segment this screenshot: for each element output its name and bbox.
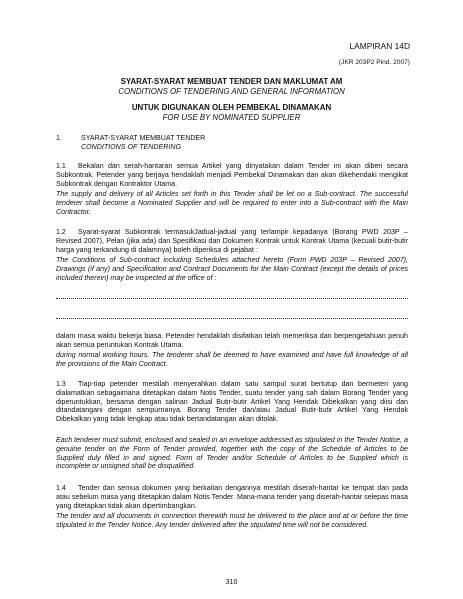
section-number: 1. (56, 134, 62, 142)
para-1-3-malay (56, 380, 408, 424)
para-text: The Conditions of Sub-contract including Schedules attached hereto (Form PWD 203P – Revised 2007), Drawings (if any) and Specification and Contract Documents for the Main Contract (except the details of prices included therein) may be inspected at the office of : (56, 256, 408, 282)
para-1-4-malay (56, 484, 408, 510)
para-1-3-english (56, 436, 408, 471)
para-text: Bekalan dan serah-hantaran semua Artikel yang dinyatakan dalam Tender ini akan diberi secara Subkontrak. Petender yang berjaya hendaklah menjadi Pembekal Dinamakan dan akan dikehendaki mengikat Subkontrak dengan Kontraktor Utama. (56, 162, 408, 188)
subtitle-english: FOR USE BY NOMINATED SUPPLIER (162, 113, 301, 122)
office-address-line-1 (56, 298, 408, 299)
para-text: Tiap-tiap petender mestilah menyerahkan dalam satu sampul surat bertutup dan bermeteri yang dialamatkan sebagaimana ditetapkan dalam Notis Tender, suatu tender yang sah dalam Borang Tender yang diperuntukkan, bersama dengan salinan Jadual Butir-butir Artikel Yang Hendak Dibekalkan yang diisi dan ditandatangani dengan sempurnanya. Borang Tender dan/atau Jadual Butir-butir Artikel Yang Hendak Dibekalkan yang tidak lengkap atau tidak bertandatangan akan ditolak. (56, 380, 408, 424)
subtitle-malay: UNTUK DIGUNAKAN OLEH PEMBEKAL DINAMAKAN (131, 103, 332, 112)
para-text: The supply and delivery of all Articles set forth in this Tender shall be let on a Sub-contract. The successful tenderer shall become a Nominated Supplier and will be required to enter into a Sub-contract with the Main Contractor. (56, 190, 408, 216)
para-text: Tender dan semua dokumen yang berkaitan dengannya mestilah diserah-hantar ke tempat dan pada atau sebelum masa yang ditetapkan dalam Notis Tender. Mana-mana tender yang diserah-hantar selepas masa yang ditetapkan tidak akan dipertimbangkan. (56, 484, 408, 510)
para-text: Each tenderer must submit, enclosed and sealed in an envelope addressed as stipulated in the Tender Notice, a genuine tender on the Form of Tender provided, together with the copy of the Schedule of Articles to be Supplied duly filled in and signed. Form of Tender and/or Schedule of Articles to be Supplied which is incomplete or unsigned shall be disqualified. (56, 436, 408, 471)
para-text: during normal working hours. The tenderer shall be deemed to have examined and have full knowledge of all the provisions of the Main Contract. (56, 351, 408, 368)
section-1-heading (56, 134, 408, 143)
lampiran-label: LAMPIRAN 14D (349, 41, 410, 51)
section-heading-malay: SYARAT-SYARAT MEMBUAT TENDER (81, 134, 206, 142)
para-1-2-english (56, 256, 408, 282)
para-number: 1.4 (56, 484, 66, 492)
para-text: The tender and all documents in connection therewith must be delivered to the place and at or before the time stipulated in the Tender Notice. Any tender delivered after the stipulated time will not be considered. (56, 512, 408, 529)
title-english: CONDITIONS OF TENDERING AND GENERAL INFORMATION (118, 87, 345, 96)
para-1-1-malay (56, 162, 408, 188)
para-1-4-english (56, 512, 408, 530)
section-heading-english: CONDITIONS OF TENDERING (81, 143, 181, 151)
para-1-2-cont-malay (56, 332, 408, 350)
para-1-2-cont-english (56, 351, 408, 369)
para-text: Syarat-syarat Subkontrak termasukJadual-jadual yang terlampir kepadanya (Borang PWD 203P – Revised 2007), Pelan (jika ada) dan Spesifikasi dan Dokumen Kontrak untuk Kontrak Utama (kecuali butir-butir harga yang terkandung di dalamnya) boleh diperiksa di pejabat : (56, 228, 408, 254)
para-number: 1.2 (56, 228, 66, 236)
para-1-1-english (56, 190, 408, 216)
para-number: 1.1 (56, 162, 66, 170)
form-code: (JKR 203P2 Pind. 2007) (338, 59, 410, 66)
para-1-2-malay (56, 228, 408, 254)
para-number: 1.3 (56, 380, 66, 388)
office-address-line-2 (56, 318, 408, 319)
title-malay: SYARAT-SYARAT MEMBUAT TENDER DAN MAKLUMAT AM (120, 77, 343, 86)
para-text: dalam masa waktu bekerja biasa. Petender hendaklah disifatkan telah memeriksa dan berpengetahuan penuh akan semua peruntukan Kontrak Utama. (56, 332, 408, 349)
page-number: 310 (225, 578, 238, 586)
